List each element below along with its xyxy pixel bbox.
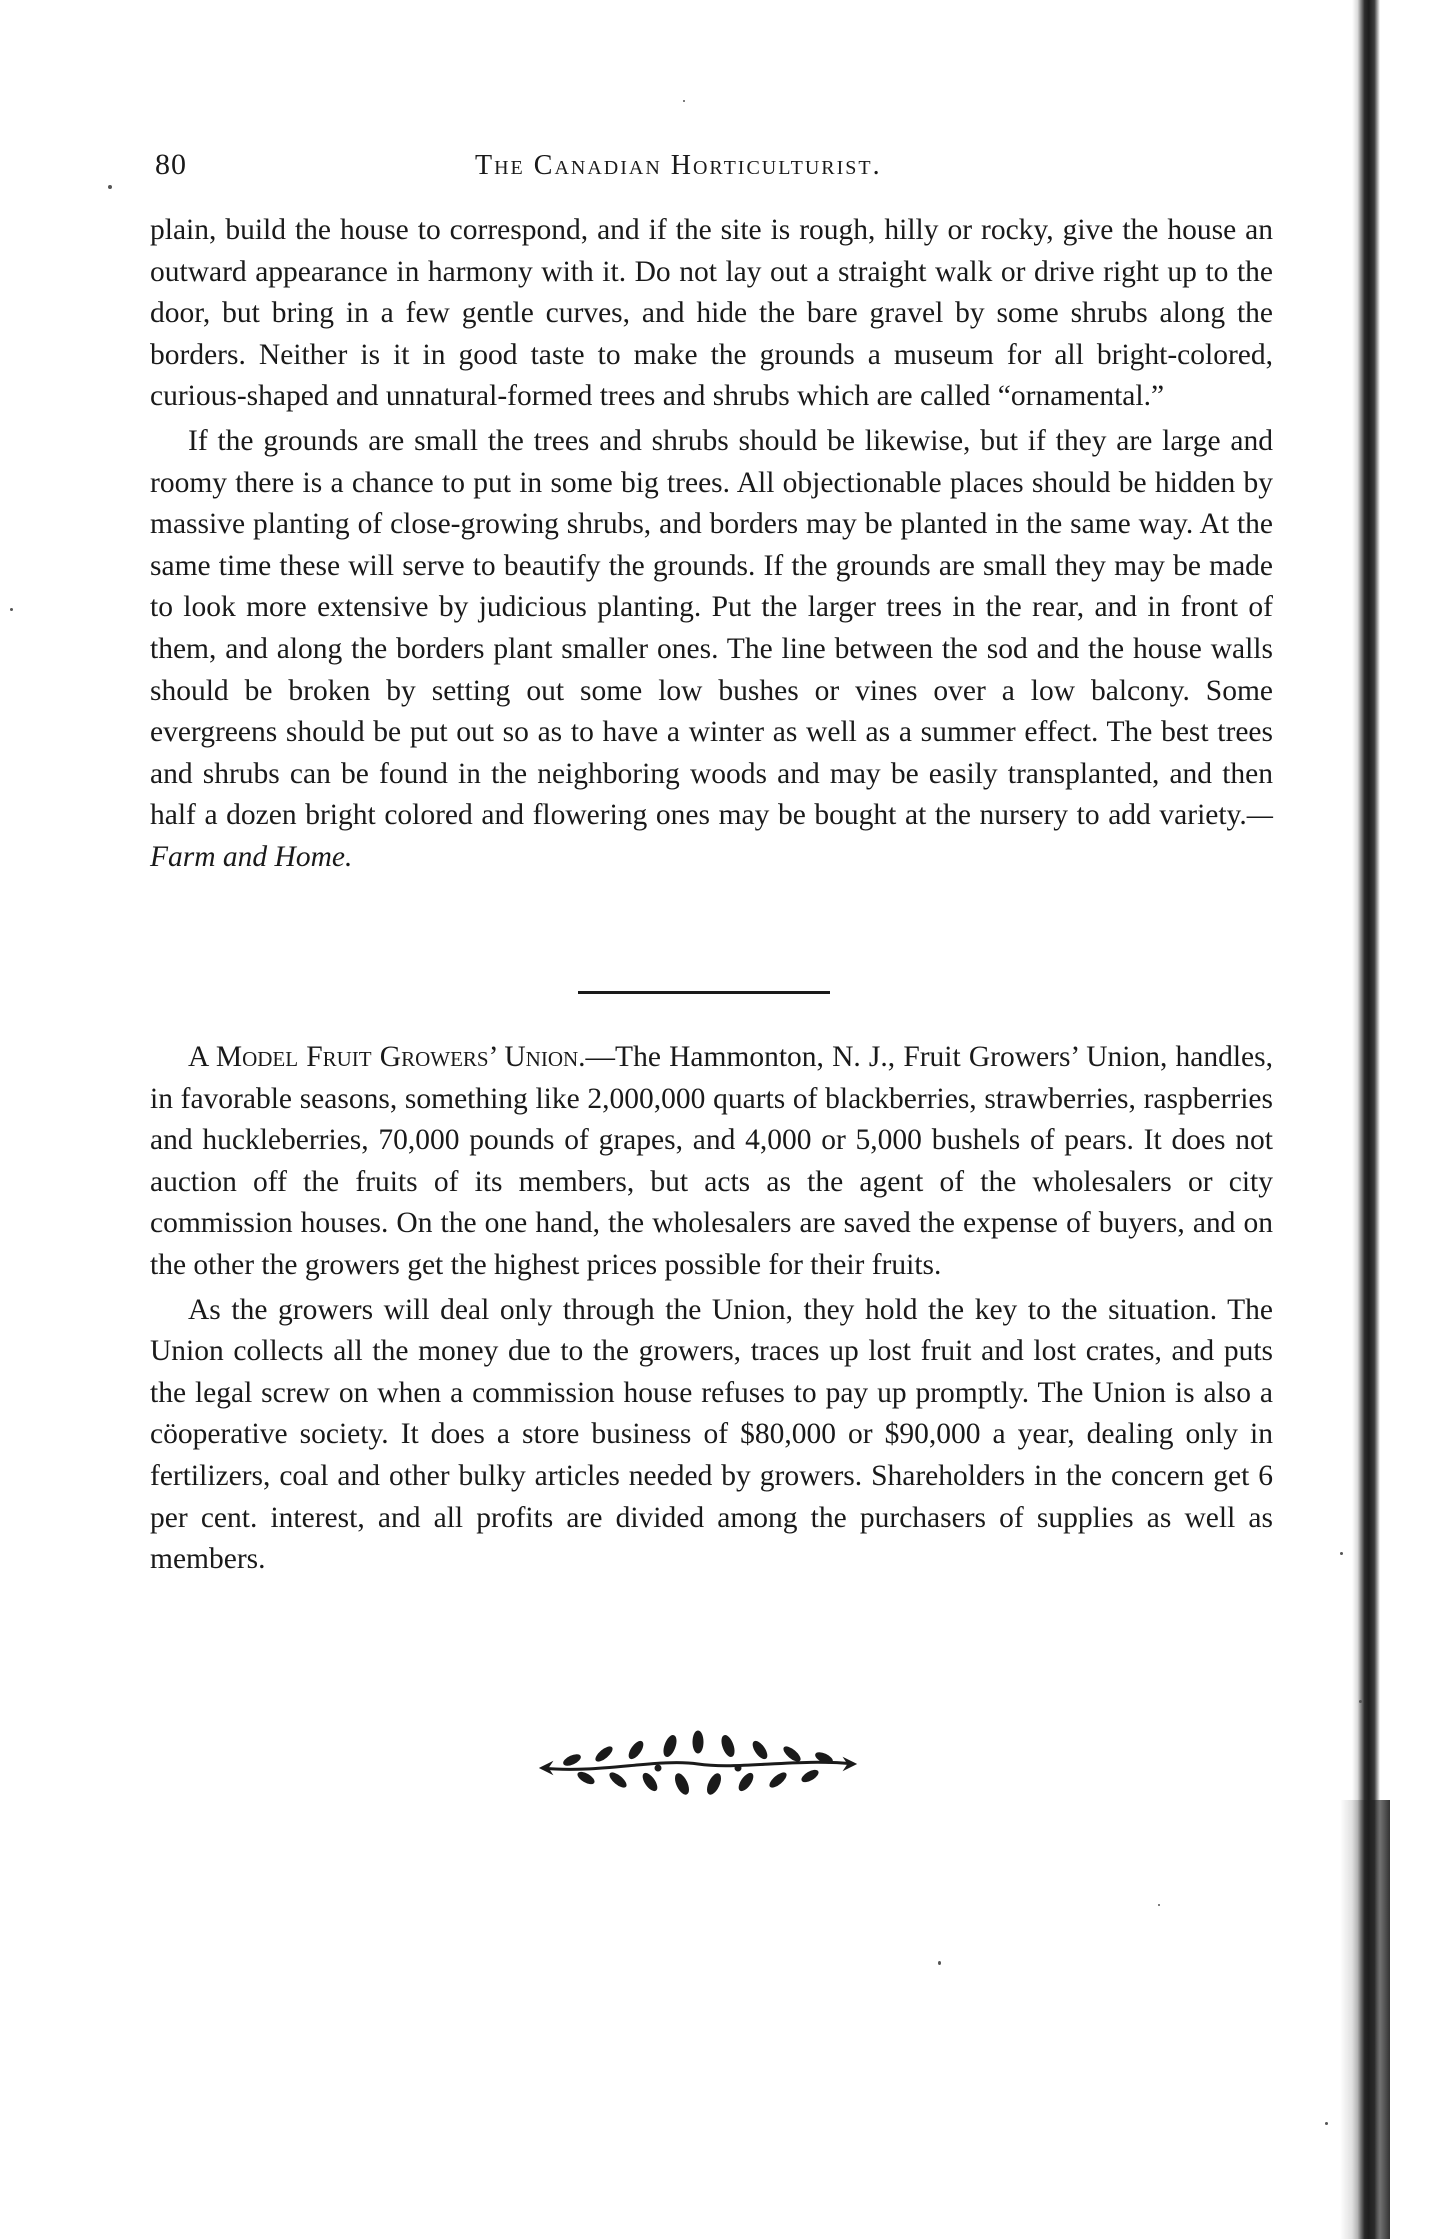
journal-title: The Canadian Horticulturist. <box>475 150 882 181</box>
section-divider-rule <box>578 991 830 994</box>
article-landscaping-paragraph-1: plain, build the house to correspond, and if the site is rough, hilly or rocky, give the house an outward appearance in harmony with it. Do not lay out a straight walk or drive right up to the door, but bring in a few gentle curves, and hide the bare gravel by some shrubs along the borders. Neither is it in good taste to make the grounds a museum for all bright-colored, curious-shaped and unnatural-formed trees and shrubs which are called “ornamental.” <box>150 214 1273 413</box>
article-union-paragraph-1-text: —The Hammonton, N. J., Fruit Growers’ Union, handles, in favorable seasons, something like 2,000,000 quarts of blackberries, strawberries, raspberries and huckleberries, 70,000 pounds of grapes, and 4,000 or 5,000 bushels of pears. It does not auction off the fruits of its members, but acts as the agent of the wholesalers or city commission houses. On the one hand, the wholesalers are saved the expense of buyers, and on the other the growers get the highest prices possible for their fruits. <box>150 1041 1273 1281</box>
page-number: 80 <box>155 148 187 181</box>
article-union-paragraph-2: As the growers will deal only through the Union, they hold the key to the situation. The Union collects all the money due to the growers, traces up lost fruit and lost crates, and puts the legal screw on when a commission house refuses to pay up promptly. The Union is also a cöoperative society. It does a store business of $80,000 or $90,000 a year, dealing only in fertilizers, coal and other bulky articles needed by growers. Shareholders in the concern get 6 per cent. interest, and all profits are divided among the purchasers of supplies as well as members. <box>150 1293 1273 1576</box>
leaf-vine-ornament-icon <box>538 1728 858 1800</box>
article-fruit-growers-union <box>150 1037 1273 1581</box>
article-landscaping-paragraph-2 <box>150 421 1273 879</box>
running-head <box>155 148 1275 188</box>
article-union-paragraph-1 <box>150 1037 1273 1287</box>
article-source-credit: —Farm and Home. <box>150 799 1273 873</box>
book-spine-edge-shadow <box>1340 1800 1390 2239</box>
article-union-title: A Model Fruit Growers’ Union. <box>188 1041 586 1073</box>
paragraph-2-text: If the grounds are small the trees and shrubs should be likewise, but if they are large and roomy there is a chance to put in some big trees. All objectionable places should be hidden by massive planting of close-growing shrubs, and borders may be planted in the same way. At the same time these will serve to beautify the grounds. If the grounds are small they may be made to look more extensive by judicious planting. Put the larger trees in the rear, and in front of them, and along the borders plant smaller ones. The line between the sod and the house walls should be broken by setting out some low bushes or vines over a low balcony. Some evergreens should be put out so as to have a winter as well as a summer effect. The best trees and shrubs can be found in the neighboring woods and may be easily transplanted, and then half a dozen bright colored and flowering ones may be bought at the nursery to add variety. <box>150 424 1273 832</box>
article-landscaping <box>150 210 1273 879</box>
